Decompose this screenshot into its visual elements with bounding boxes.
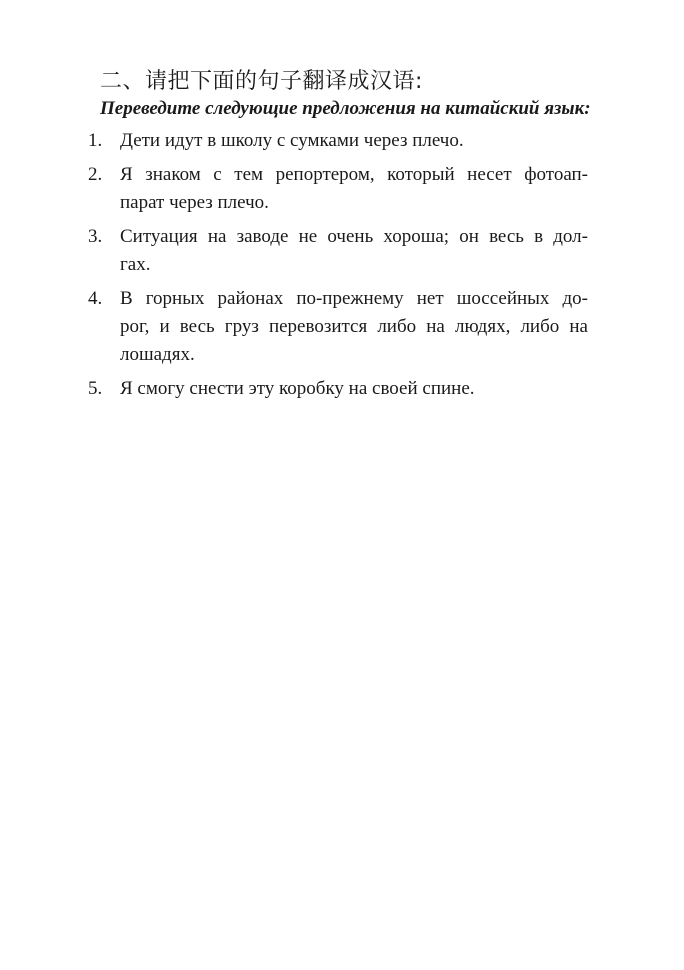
item-text [120,375,588,403]
item-number: 3. [88,226,103,247]
exercise-item-3 [88,223,588,279]
item-line: Я смогу снести эту коробку на своей спине. [120,378,475,399]
exercise-item-1 [88,127,588,155]
exercise-item-4 [88,285,588,369]
item-text [120,223,588,279]
section-heading-russian: Переведите следующие предложения на китайский язык: [100,98,591,119]
item-line: парат через плечо. [120,192,269,213]
exercise-item-5 [88,375,588,403]
item-line: гах. [120,254,151,275]
item-number: 4. [88,288,103,309]
item-text [120,285,588,369]
item-line: Дети идут в школу с сумками через плечо. [120,130,464,151]
item-number: 1. [88,130,103,151]
exercise-item-2 [88,161,588,217]
item-text [120,161,588,217]
item-text [120,127,588,155]
item-line: Я знаком с тем репортером, который несет фотоап- [120,164,588,185]
item-line: лошадях. [120,344,195,365]
exercise-list [88,127,588,409]
section-heading-chinese: 二、请把下面的句子翻译成汉语: [100,69,423,94]
item-number: 2. [88,164,103,185]
item-line: Ситуация на заводе не очень хороша; он весь в дол- [120,226,588,247]
item-line: В горных районах по-прежнему нет шоссейных до- [120,288,588,309]
item-line: рог, и весь груз перевозится либо на людях, либо на [120,316,588,337]
item-number: 5. [88,378,103,399]
